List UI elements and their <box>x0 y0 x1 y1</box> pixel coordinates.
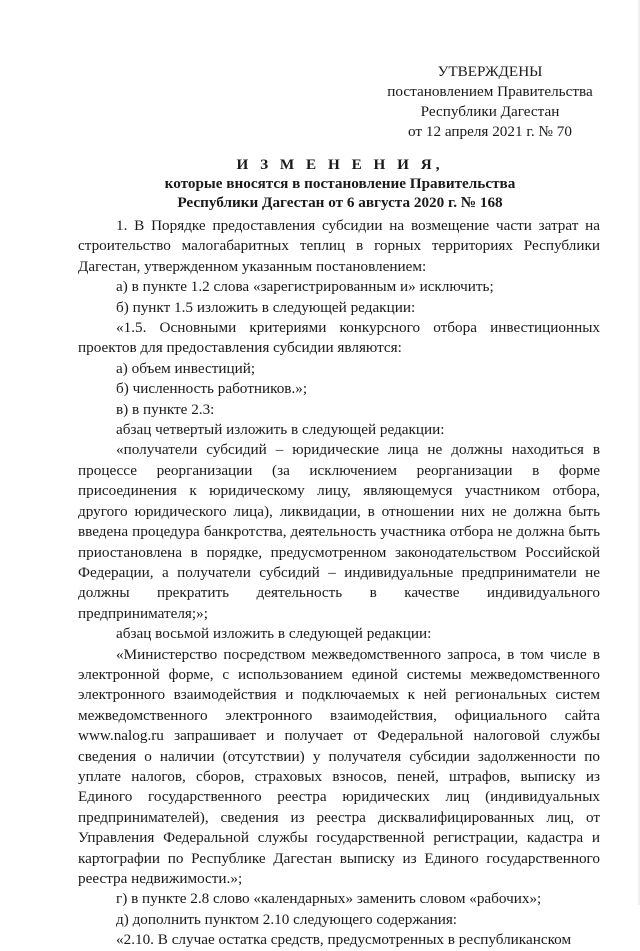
paragraph: г) в пункте 2.8 слово «календарных» заменить словом «рабочих»; <box>116 890 542 908</box>
approval-title: УТВЕРЖДЕНЫ <box>437 63 543 80</box>
approval-line: Республики Дагестан <box>420 103 560 120</box>
paragraph: в) в пункте 2.3: <box>116 400 215 418</box>
paragraph: «2.10. В случае остатка средств, предусмотренных в республиканском <box>116 931 572 949</box>
paragraph: «Министерство посредством межведомственного запроса, в том числе в электронной форме, с использованием единой системы межведомственного электронного взаимодействия и подключаемых к ней региональных систем межведомственного электронного взаимодействия, официального сайта www.nalog.ru запрашивает и получает от Федеральной налоговой службы сведения о наличии (отсутствии) у получателя субсидии задолженности по уплате налогов, сборов, страховых взносов, пеней, штрафов, выписку из Единого государственного реестра юридических лиц (индивидуальных предпринимателей), сведения из реестра дисквалифицированных лиц, от Управления Федеральной службы государственной регистрации, кадастра и картографии по Республике Дагестан выписку из Единого государственного реестра недвижимости.»; <box>78 645 600 887</box>
paragraph: «получатели субсидий – юридические лица не должны находиться в процессе реорганизации (за исключением реорганизации в форме присоединения к юридическому лицу, являющемуся участником отбора, другого юридического лица), ликвидации, в отношении них не должна быть введена процедура банкротства, деятельность участника отбора не должна быть приостановлена в порядке, предусмотренном законодательством Российской Федерации, а получатели субсидий – индивидуальные предприниматели не должны прекратить деятельность в качестве индивидуального предпринимателя;»; <box>78 441 600 622</box>
document-title: И З М Е Н Е Н И Я, <box>236 156 444 173</box>
paragraph: а) объем инвестиций; <box>116 359 256 377</box>
document-subtitle: которые вносятся в постановление Правительства <box>164 175 516 192</box>
document-subtitle: Республики Дагестан от 6 августа 2020 г. № 168 <box>177 194 503 211</box>
paragraph: а) в пункте 1.2 слова «зарегистрированным и» исключить; <box>116 278 494 296</box>
document-heading <box>60 155 620 212</box>
paragraph: «1.5. Основными критериями конкурсного отбора инвестиционных проектов для предоставления субсидии являются: <box>78 319 600 357</box>
paragraph: б) пункт 1.5 изложить в следующей редакции: <box>116 298 416 316</box>
paragraph: б) численность работников.»; <box>116 380 308 398</box>
paragraph: абзац восьмой изложить в следующей редакции: <box>116 625 432 643</box>
paragraph: абзац четвертый изложить в следующей редакции: <box>116 421 445 439</box>
paragraph: 1. В Порядке предоставления субсидии на возмещение части затрат на строительство малогабаритных теплиц в горных территориях Республики Дагестан, утвержденном указанным постановлением: <box>78 217 600 275</box>
approval-stamp <box>380 62 600 142</box>
paragraph: д) дополнить пунктом 2.10 следующего содержания: <box>116 910 458 928</box>
approval-line: постановлением Правительства <box>387 83 593 100</box>
document-body <box>78 216 600 951</box>
approval-date: от 12 апреля 2021 г. № 70 <box>408 123 572 140</box>
